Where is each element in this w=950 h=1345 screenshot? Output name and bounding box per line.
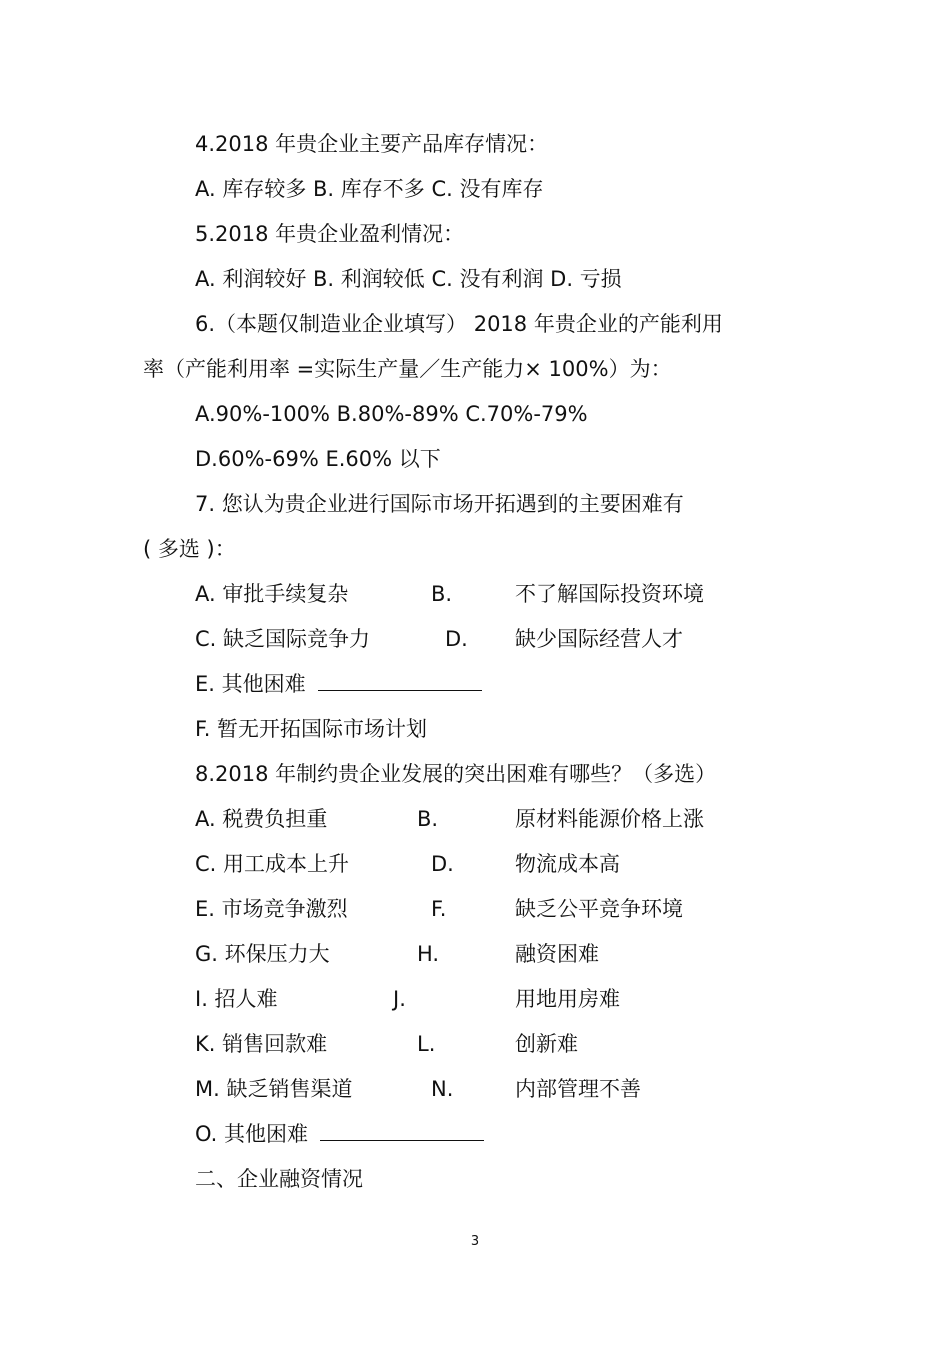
q7-option-b-letter: B.	[431, 582, 453, 606]
q6-options-line1: A.90%-100% B.80%-89% C.70%-79%	[195, 402, 588, 426]
section-heading: 二、企业融资情况	[195, 1167, 363, 1191]
q6-question-line2: 率（产能利用率 =实际生产量／生产能力× 100%）为：	[143, 357, 672, 381]
q8-option-row: I. 招人难 J. 用地用房难	[195, 987, 620, 1011]
q4-options: A. 库存较多 B. 库存不多 C. 没有库存	[195, 177, 544, 201]
q7-option-d-text: 缺少国际经营人才	[515, 627, 683, 651]
q7-option-e: E. 其他困难	[195, 670, 482, 698]
q8-option-row: A. 税费负担重 B. 原材料能源价格上涨	[195, 807, 704, 831]
q8-other-blank	[320, 1120, 484, 1141]
q7-option-a: A. 审批手续复杂	[195, 582, 349, 606]
q7-other-blank	[318, 670, 482, 691]
q8-option-row: E. 市场竞争激烈 F. 缺乏公平竞争环境	[195, 897, 683, 921]
q8-option-row: C. 用工成本上升 D. 物流成本高	[195, 852, 620, 876]
q7-question-line1: 7. 您认为贵企业进行国际市场开拓遇到的主要困难有	[195, 492, 684, 516]
q6-options-line2: D.60%-69% E.60% 以下	[195, 447, 441, 471]
page-number: 3	[470, 1234, 480, 1249]
q7-option-c: C. 缺乏国际竞争力	[195, 627, 371, 651]
q7-option-f: F. 暂无开拓国际市场计划	[195, 717, 428, 741]
q8-option-row: K. 销售回款难 L. 创新难	[195, 1032, 578, 1056]
q7-option-row	[195, 625, 795, 653]
q8-option-row: G. 环保压力大 H. 融资困难	[195, 942, 599, 966]
q5-question: 5.2018 年贵企业盈利情况：	[195, 222, 465, 246]
q8-option-o: O. 其他困难	[195, 1120, 484, 1148]
q7-option-b-text: 不了解国际投资环境	[515, 582, 704, 606]
q7-option-d-letter: D.	[445, 627, 468, 651]
q8-option-row: M. 缺乏销售渠道 N. 内部管理不善	[195, 1077, 641, 1101]
q6-question-line1: 6.（本题仅制造业企业填写） 2018 年贵企业的产能利用	[195, 312, 723, 336]
q4-question: 4.2018 年贵企业主要产品库存情况：	[195, 132, 549, 156]
q8-question: 8.2018 年制约贵企业发展的突出困难有哪些？（多选）	[195, 762, 717, 786]
q5-options: A. 利润较好 B. 利润较低 C. 没有利润 D. 亏损	[195, 267, 622, 291]
q7-option-row	[195, 580, 795, 608]
q7-question-line2: ( 多选 )：	[143, 537, 236, 561]
